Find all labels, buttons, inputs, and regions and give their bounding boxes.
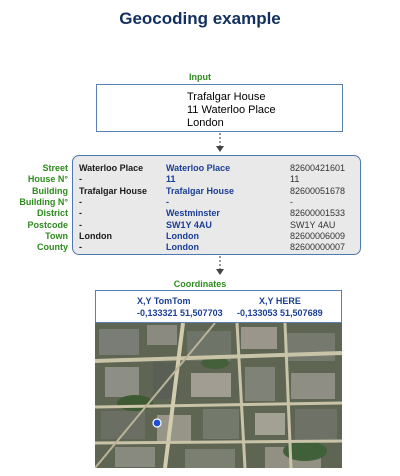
- tomtom-heading: X,Y TomTom: [137, 296, 191, 306]
- row-label: Building N°: [19, 197, 68, 207]
- tomtom-value: -0,133321 51,507703: [137, 308, 223, 318]
- row-label: House N°: [27, 174, 68, 184]
- raw-value: Waterloo Place: [79, 163, 144, 173]
- coordinates-box: [95, 290, 342, 323]
- input-line-2: 11 Waterloo Place: [187, 104, 276, 116]
- down-arrow-icon: [214, 133, 226, 155]
- code-value: 82600421601: [290, 163, 346, 173]
- code-value: SW1Y 4AU: [290, 220, 336, 230]
- row-label: Postcode: [27, 220, 68, 230]
- code-value: 82600051678: [290, 186, 346, 196]
- normalized-value: -: [166, 197, 169, 207]
- location-marker-icon: [153, 419, 161, 427]
- input-line-3: London: [187, 117, 224, 129]
- raw-value: Trafalgar House: [79, 186, 148, 196]
- code-value: 82600000007: [290, 242, 346, 252]
- coordinates-label: Coordinates: [173, 279, 227, 289]
- code-value: 82600006009: [290, 231, 346, 241]
- input-address-box: [96, 84, 343, 132]
- row-label: Town: [45, 231, 68, 241]
- code-value: 11: [290, 174, 300, 184]
- normalized-value: London: [166, 231, 199, 241]
- map-imagery: [95, 323, 342, 468]
- here-value: -0,133053 51,507689: [237, 308, 323, 318]
- normalized-value: 11: [166, 174, 176, 184]
- aerial-map[interactable]: [95, 323, 342, 468]
- row-label: County: [37, 242, 68, 252]
- normalized-value: London: [166, 242, 199, 252]
- input-label: Input: [189, 72, 211, 82]
- page-title: Geocoding example: [119, 9, 281, 28]
- normalized-value: SW1Y 4AU: [166, 220, 212, 230]
- row-label: District: [36, 208, 68, 218]
- raw-value: -: [79, 208, 82, 218]
- raw-value: -: [79, 197, 82, 207]
- raw-value: -: [79, 242, 82, 252]
- raw-value: London: [79, 231, 112, 241]
- code-value: 82600001533: [290, 208, 346, 218]
- raw-value: -: [79, 220, 82, 230]
- normalized-value: Westminster: [166, 208, 220, 218]
- here-heading: X,Y HERE: [259, 296, 301, 306]
- raw-value: -: [79, 174, 82, 184]
- normalized-value: Trafalgar House: [166, 186, 235, 196]
- code-value: -: [290, 197, 293, 207]
- row-label: Street: [42, 163, 68, 173]
- normalized-value: Waterloo Place: [166, 163, 231, 173]
- input-line-1: Trafalgar House: [187, 91, 266, 103]
- row-label: Building: [32, 186, 68, 196]
- down-arrow-icon: [214, 256, 226, 278]
